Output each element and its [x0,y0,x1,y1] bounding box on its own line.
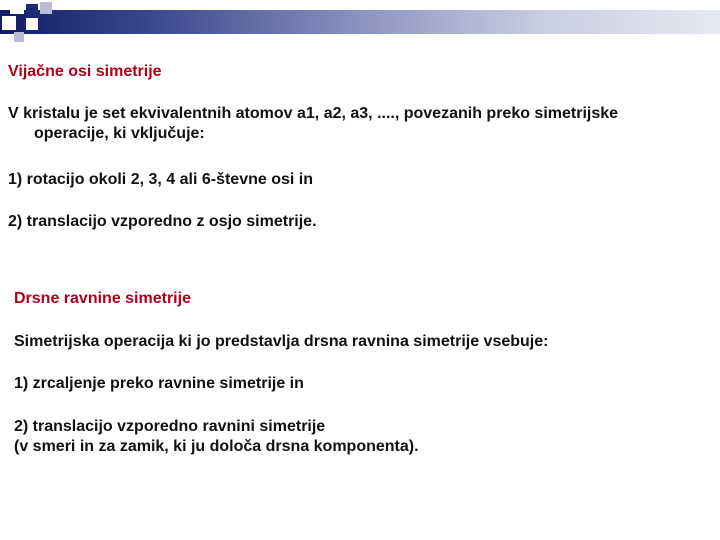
decor-square-white [10,0,24,14]
decor-square-navy [26,4,38,16]
glide-planes-item-reflection: 1) zrcaljenje preko ravnine simetrije in [14,375,304,392]
decor-square-lavender [14,32,24,42]
section-title-glide-planes: Drsne ravnine simetrije [14,290,191,307]
screw-axes-intro [8,104,618,144]
decor-square-white [26,18,38,30]
screw-axes-item-translation: 2) translacijo vzporedno z osjo simetrije. [8,213,317,230]
glide-planes-item-translation [14,417,419,457]
glide-planes-intro: Simetrijska operacija ki jo predstavlja drsna ravnina simetrije vsebuje: [14,333,549,350]
screw-axes-intro-line2: operacije, ki vključuje: [34,125,205,142]
decor-square-lavender [40,2,52,14]
screw-axes-intro-line1: V kristalu je set ekvivalentnih atomov a1, a2, a3, ...., povezanih preko simetrijske [8,105,619,122]
header-gradient-bar [0,10,720,34]
section-title-screw-axes: Vijačne osi simetrije [8,63,162,80]
screw-axes-item-rotation: 1) rotacijo okoli 2, 3, 4 ali 6-števne osi in [8,171,313,188]
decor-square-white [2,16,16,30]
glide-planes-item-translation-line2: (v smeri in za zamik, ki ju določa drsna komponenta). [14,438,419,455]
glide-planes-item-translation-line1: 2) translacijo vzporedno ravnini simetrije [14,418,326,435]
